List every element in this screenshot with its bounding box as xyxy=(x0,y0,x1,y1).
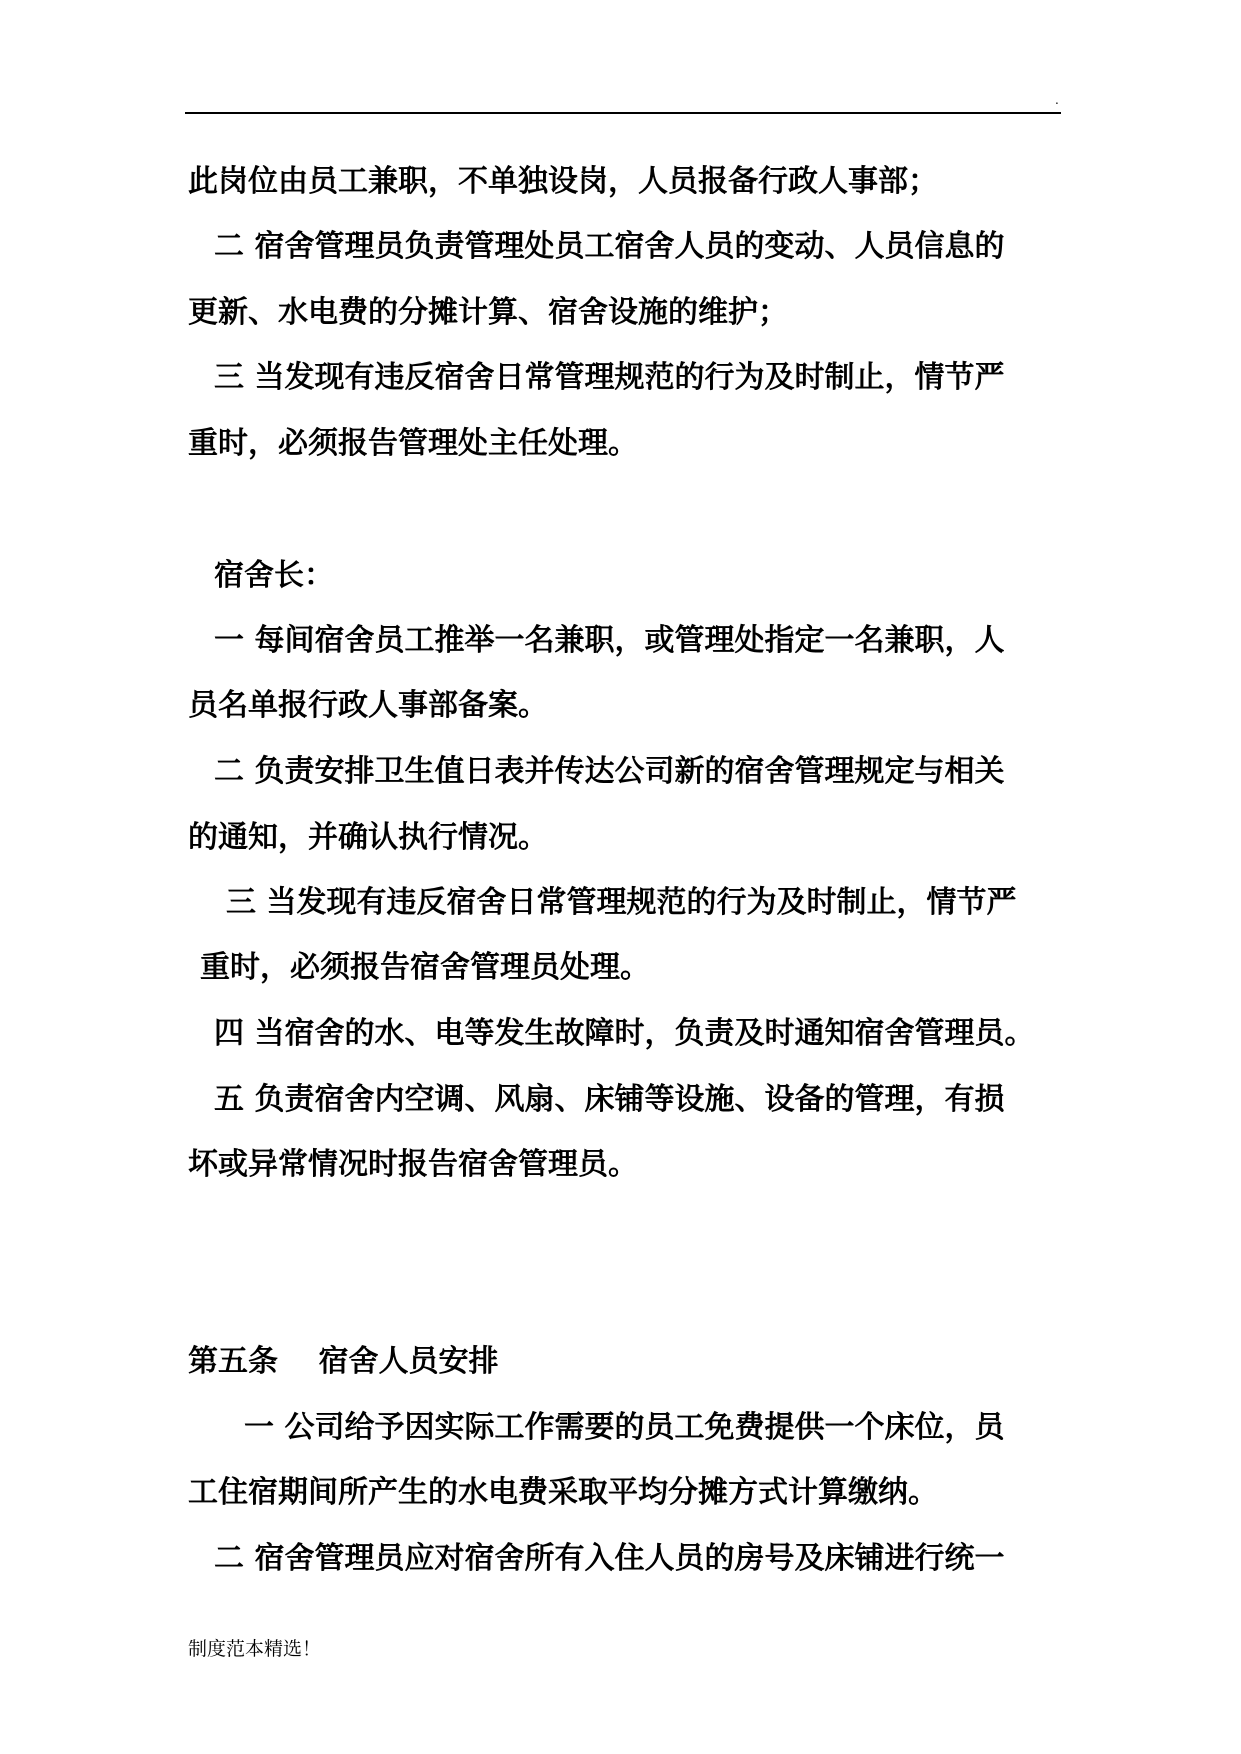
text-line: 坏或异常情况时报告宿舍管理员。 xyxy=(188,1147,638,1182)
page-footer: 制度范本精选！ xyxy=(188,1638,322,1660)
text-line: 重时，必须报告宿舍管理员处理。 xyxy=(200,950,650,985)
text-line: 二 宿舍管理员应对宿舍所有入住人员的房号及床铺进行统一 xyxy=(214,1541,1005,1576)
text-line: 一 每间宿舍员工推举一名兼职，或管理处指定一名兼职，人 xyxy=(214,623,1005,658)
text-line: 工住宿期间所产生的水电费采取平均分摊方式计算缴纳。 xyxy=(188,1475,938,1510)
text-line: 四 当宿舍的水、电等发生故障时，负责及时通知宿舍管理员。 xyxy=(214,1016,1035,1051)
header-rule xyxy=(185,112,1061,114)
text-line: 的通知，并确认执行情况。 xyxy=(188,820,548,855)
section-heading: 宿舍长： xyxy=(214,558,334,593)
text-line: 更新、水电费的分摊计算、宿舍设施的维护； xyxy=(188,295,788,330)
text-line: 三 当发现有违反宿舍日常管理规范的行为及时制止，情节严 xyxy=(226,885,1017,920)
text-line: 三 当发现有违反宿舍日常管理规范的行为及时制止，情节严 xyxy=(214,360,1005,395)
article-heading: 第五条 宿舍人员安排 xyxy=(188,1344,499,1379)
text-line: 五 负责宿舍内空调、风扇、床铺等设施、设备的管理，有损 xyxy=(214,1082,1005,1117)
text-line: 重时，必须报告管理处主任处理。 xyxy=(188,426,638,461)
text-line: 一 公司给予因实际工作需要的员工免费提供一个床位，员 xyxy=(244,1410,1005,1445)
header-dot: . xyxy=(1055,93,1059,107)
text-line: 此岗位由员工兼职，不单独设岗，人员报备行政人事部； xyxy=(188,164,938,199)
text-line: 二 负责安排卫生值日表并传达公司新的宿舍管理规定与相关 xyxy=(214,754,1005,789)
text-line: 员名单报行政人事部备案。 xyxy=(188,688,548,723)
text-line: 二 宿舍管理员负责管理处员工宿舍人员的变动、人员信息的 xyxy=(214,229,1005,264)
